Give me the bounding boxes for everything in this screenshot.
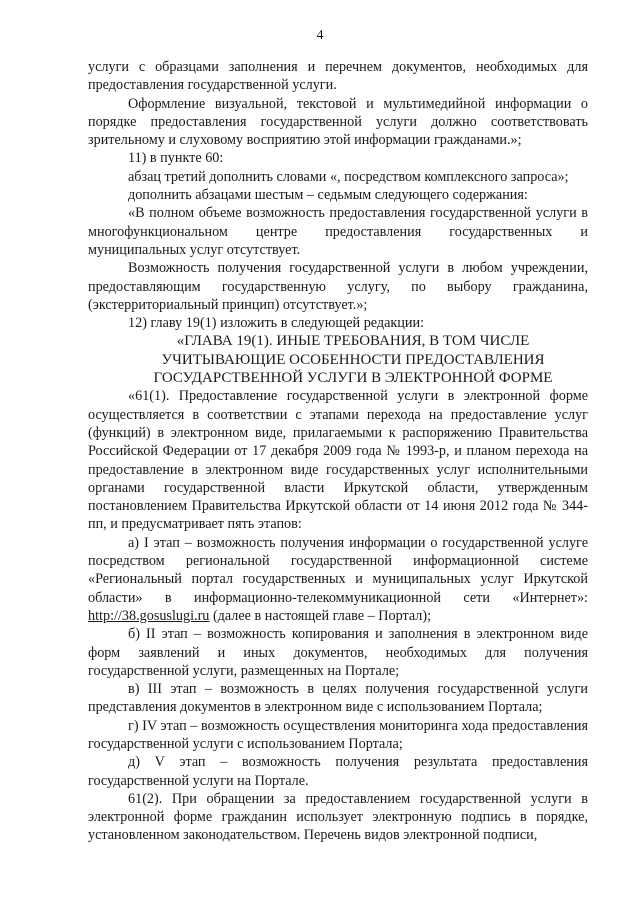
- paragraph: Оформление визуальной, текстовой и мультимедийной информации о порядке предоставления государственной услуги должно соответствовать зрительному и слуховому восприятию этой информации гражданами.»;: [88, 95, 588, 149]
- paragraph-stage-a: [88, 534, 588, 625]
- paragraph: услуги с образцами заполнения и перечнем документов, необходимых для предоставления государственной услуги.: [88, 59, 588, 94]
- paragraph: абзац третий дополнить словами «, посредством комплексного запроса»;: [128, 168, 569, 185]
- paragraph: дополнить абзацами шестым – седьмым следующего содержания:: [128, 187, 528, 204]
- paragraph: 11) в пункте 60:: [128, 150, 224, 167]
- stage-a-text: а) I этап – возможность получения информации о государственной услуге посредством региональной государственной информационной системе «Региональный портал государственных и муниципальных услуг Иркутской области» в информационно-телекоммуникационной сети «Интернет»:: [88, 534, 588, 606]
- document-body: [88, 58, 588, 845]
- stage-a-tail: (далее в настоящей главе – Портал);: [209, 607, 432, 624]
- paragraph: Возможность получения государственной услуги в любом учреждении, предоставляющим государственную услугу, по выбору гражданина, (экстерриториальный принцип) отсутствует.»;: [88, 260, 588, 313]
- paragraph: д) V этап – возможность получения результата предоставления государственной услуги на Портале.: [88, 754, 588, 789]
- paragraph: «В полном объеме возможность предоставления государственной услуги в многофункциональном центре предоставления государственных и муниципальных услуг отсутствует.: [88, 205, 588, 258]
- portal-link[interactable]: http://38.gosuslugi.ru: [88, 607, 210, 624]
- paragraph: «61(1). Предоставление государственной услуги в электронной форме осуществляется в соответствии с этапами перехода на предоставление услуг (функций) в электронном виде, прилагаемыми к распоряжению Правительства Российской Федерации от 17 декабря 2009 года № 1993-р, и планом перехода на предоставление в электронном виде государственных услуг исполнительными органами государственной власти Иркутской области, утвержденным постановлением Правительства Иркутской области от 14 июня 2012 года № 344-пп, и предусматривает пять этапов:: [88, 388, 588, 533]
- paragraph: 61(2). При обращении за предоставлением государственной услуги в электронной форме гражданин использует электронную подпись в порядке, установленном законодательством. Перечень видов электронной подписи,: [88, 790, 588, 844]
- paragraph: 12) главу 19(1) изложить в следующей редакции:: [128, 315, 425, 332]
- paragraph: г) IV этап – возможность осуществления мониторинга хода предоставления государственной услуги с использованием Портала;: [88, 717, 588, 752]
- page-number: 4: [316, 28, 324, 43]
- chapter-heading: «ГЛАВА 19(1). ИНЫЕ ТРЕБОВАНИЯ, В ТОМ ЧИСЛЕ УЧИТЫВАЮЩИЕ ОСОБЕННОСТИ ПРЕДОСТАВЛЕНИЯ ГОСУДАРСТВЕННОЙ УСЛУГИ В ЭЛЕКТРОННОЙ ФОРМЕ: [153, 333, 553, 387]
- paragraph: в) III этап – возможность в целях получения государственной услуги представления документов в электронном виде с использованием Портала;: [88, 681, 588, 716]
- paragraph: б) II этап – возможность копирования и заполнения в электронном виде форм заявлений и иных документов, необходимых для получения государственной услуги, размещенных на Портале;: [88, 626, 588, 679]
